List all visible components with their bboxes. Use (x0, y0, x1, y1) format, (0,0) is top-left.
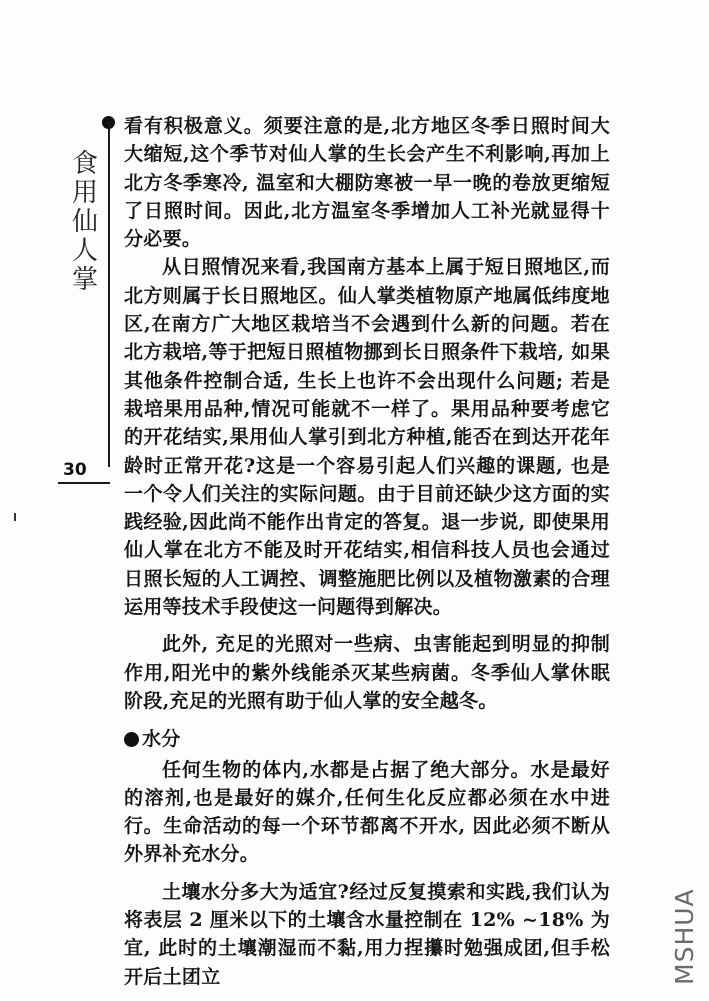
scan-mark (14, 513, 16, 521)
paragraph-water-intro: 任何生物的体内,水都是占据了绝大部分。水是最好的溶剂,也是最好的媒介,任何生化反应都必须在水中进行。生命活动的每一个环节都离不开水, 因此必须不断从外界补充水分。 (124, 758, 610, 866)
heading-bullet-icon (124, 732, 139, 747)
margin-rule (108, 122, 110, 467)
paragraph-soil-moisture: 土壤水分多大为适宜?经过反复摸索和实践,我们认为将表层 2 厘米以下的土壤含水量控制在 12% ~18% 为宜, 此时的土壤潮湿而不黏,用力捏攥时勉强成团,但手松开后土团立 (124, 880, 610, 988)
watermark: MSHUA (670, 888, 699, 985)
page-number: 30 (63, 460, 87, 480)
paragraph-light-benefits: 此外, 充足的光照对一些病、虫害能起到明显的抑制作用,阳光中的紫外线能杀灭某些病菌。冬季仙人掌休眠阶段,充足的光照有助于仙人掌的安全越冬。 (124, 633, 610, 712)
paragraph-daylight: 从日照情况来看,我国南方基本上属于短日照地区,而北方则属于长日照地区。仙人掌类植物原产地属低纬度地区,在南方广大地区栽培当不会遇到什么新的问题。若在北方栽培,等于把短日照植物挪到长日照条件下栽培, 如果其他条件控制合适, 生长上也许不会出现什么问题; 若是栽培果用品种,情况可能就不一样了。果用品种要考虑它的开花结实,果用仙人掌引到北方种植,能否在到达开花年龄时正常开花?这是一个容易引起人们兴趣的课题, 也是一个令人们关注的实际问题。由于目前还缺少这方面的实践经验,因此尚不能作出肯定的答复。退一步说, 即使果用仙人掌在北方不能及时开花结实,相信科技人员也会通过日照长短的人工调控、调整施肥比例以及植物激素的合理运用等技术手段使这一问题得到解决。 (124, 256, 610, 619)
section-heading-text: 水分 (142, 728, 181, 751)
running-title: 食用仙人掌 (71, 149, 98, 295)
section-heading-water (124, 725, 610, 753)
body-text (124, 112, 610, 991)
paragraph-continuation: 看有积极意义。须要注意的是,北方地区冬季日照时间大大缩短,这个季节对仙人掌的生长会产生不利影响,再加上北方冬季寒冷, 温室和大棚防寒被一早一晚的卷放更缩短了日照时间。因此,北方温室冬季增加人工补光就显得十分必要。 (124, 115, 610, 251)
page-number-rule (58, 482, 110, 484)
